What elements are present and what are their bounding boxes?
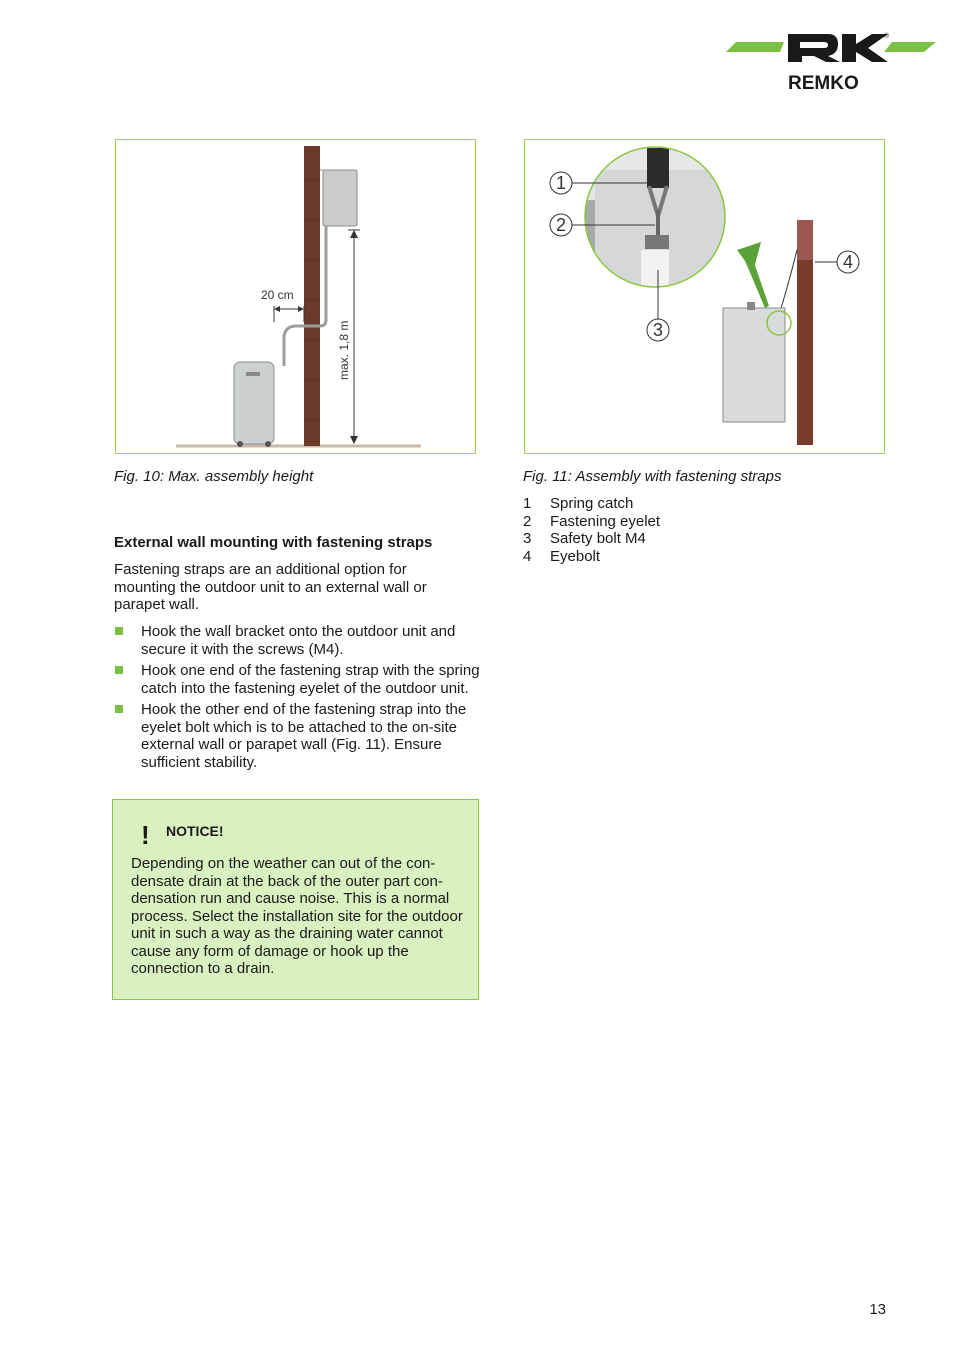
section-intro: Fastening straps are an additional option for mounting the outdoor unit to an external wall or parapet wall.	[114, 561, 427, 613]
label-20cm: 20 cm	[261, 288, 294, 302]
page-number: 13	[869, 1301, 886, 1318]
notice-box	[112, 799, 479, 1000]
exclamation-icon: !	[141, 820, 150, 850]
legend-item: 4 Eyebolt	[523, 547, 601, 565]
legend-item: 3 Safety bolt M4	[523, 530, 646, 547]
figure-11	[524, 139, 885, 454]
label-max-height: max. 1,8 m	[337, 320, 351, 380]
instruction-list	[114, 623, 482, 775]
callout-2: 2	[555, 215, 567, 235]
legend-item: 2 Fastening eyelet	[523, 512, 661, 530]
figure-11-legend	[523, 495, 660, 565]
figure-10	[115, 139, 476, 454]
list-item: Hook one end of the fastening strap with the spring catch into the fastening eyelet of the outdoor unit.	[114, 662, 482, 697]
section-heading: External wall mounting with fastening straps	[114, 534, 433, 551]
notice-title: NOTICE!	[166, 823, 224, 839]
list-item: Hook the other end of the fastening strap into the eyelet bolt which is to be attached to the on-site external wall or parapet wall (Fig. 11). Ensure sufficient stability.	[114, 701, 482, 771]
remko-logo	[724, 28, 938, 94]
brand-name: REMKO	[788, 73, 859, 94]
callout-4: 4	[842, 252, 854, 272]
legend-item: 1 Spring catch	[523, 495, 634, 512]
figure-10-caption: Fig. 10: Max. assembly height	[114, 468, 314, 485]
trademark: ®	[884, 33, 890, 40]
callout-3: 3	[652, 320, 664, 340]
callout-1: 1	[555, 173, 567, 193]
figure-11-caption: Fig. 11: Assembly with fastening straps	[523, 468, 782, 485]
list-item: Hook the wall bracket onto the outdoor unit and secure it with the screws (M4).	[114, 623, 482, 658]
notice-text: Depending on the weather can out of the con-densate drain at the back of the outer part con-densation run and cause noise. This is a normal process. Select the installation site for the outdoor unit in such a way as the draining water cannot cause any form of damage or hook up the connection to a drain.	[131, 855, 463, 977]
